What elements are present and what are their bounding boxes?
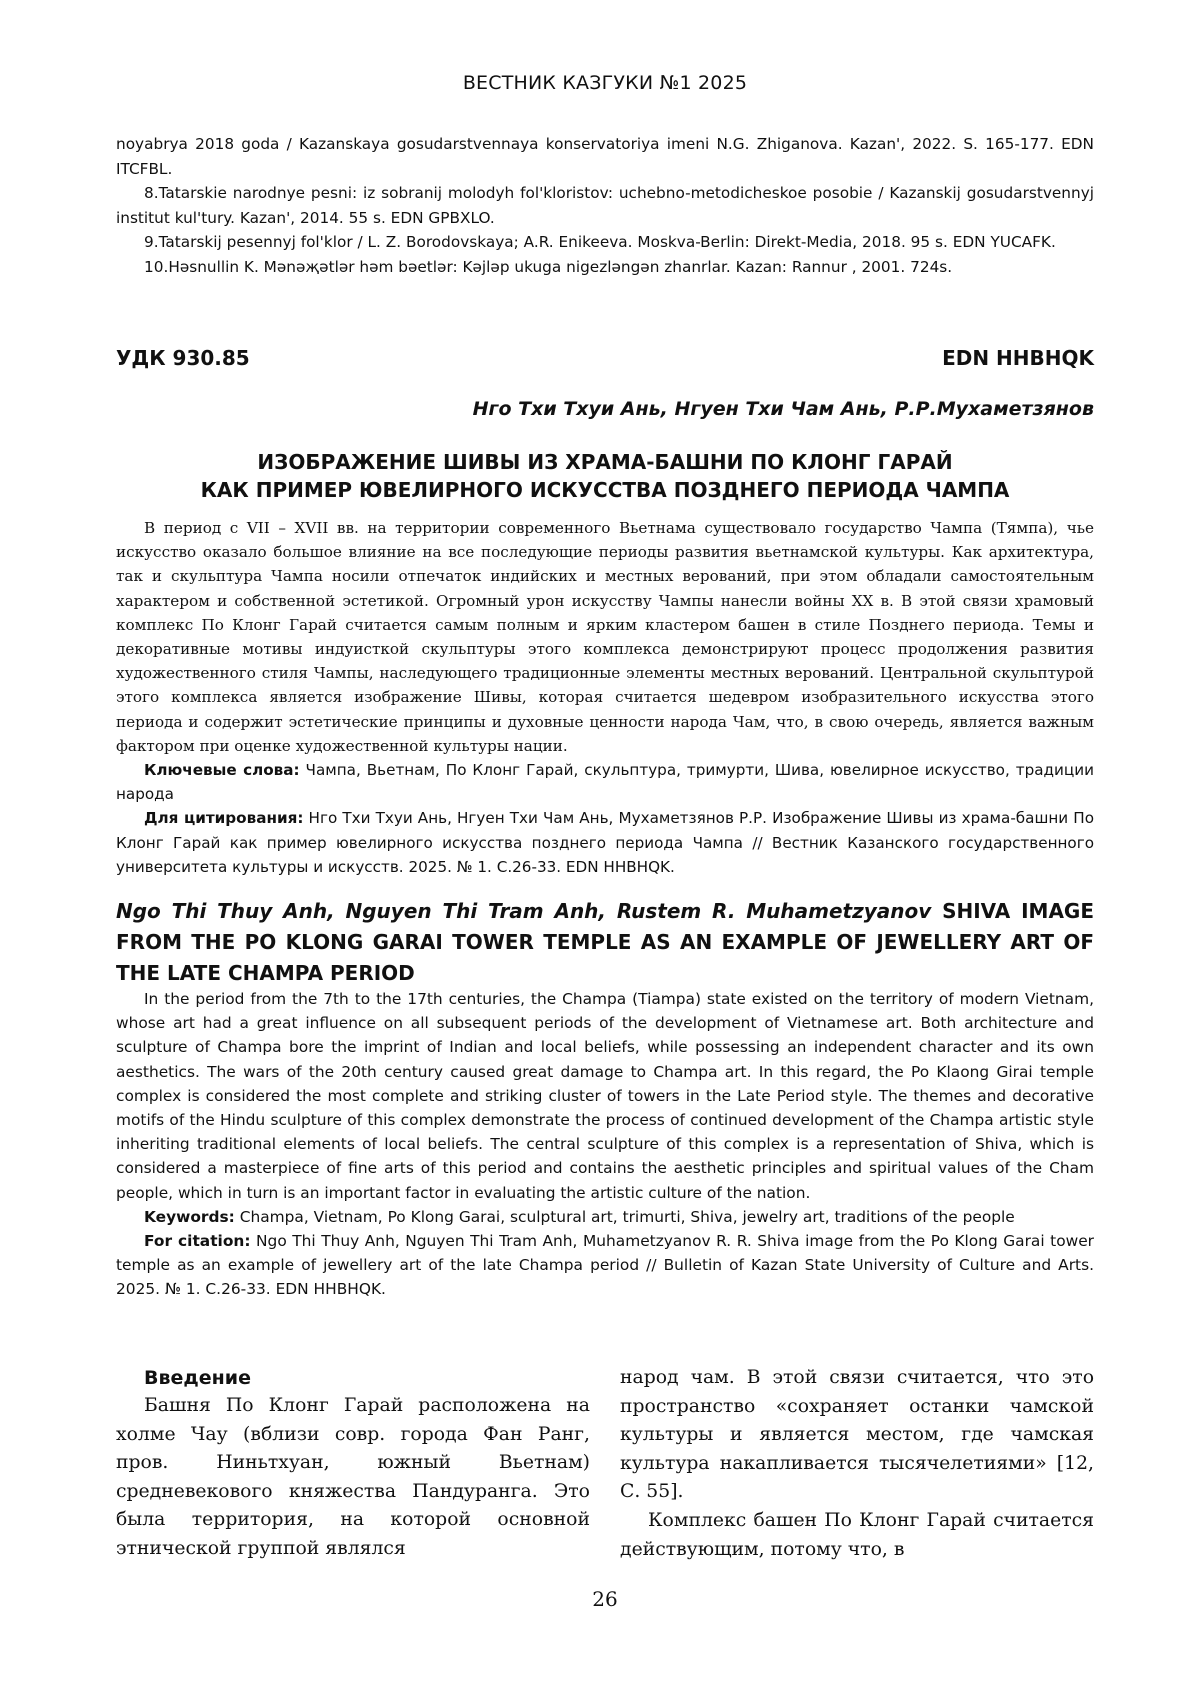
references-continued <box>116 132 1094 279</box>
intro-paragraph-right-2: Комплекс башен По Клонг Гарай считается действующим, потому что, в <box>620 1509 1094 1560</box>
title-ru-line-2: КАК ПРИМЕР ЮВЕЛИРНОГО ИСКУССТВА ПОЗДНЕГО ПЕРИОДА ЧАМПА <box>200 478 1010 502</box>
udk-code: УДК 930.85 <box>116 346 250 370</box>
citation-ru-label: Для цитирования: <box>144 809 304 828</box>
intro-paragraph-right-1: народ чам. В этой связи считается, что это пространство «сохраняет останки чамской культуры и является местом, где чамская культура накапливается тысячелетиями» [12, С. 55]. <box>620 1367 1094 1503</box>
reference-9: 9.Tatarskij pesennyj fol'klor / L. Z. Borodovskaya; A.R. Enikeeva. Moskva-Berlin: Direkt-Media, 2018. 95 s. EDN YUCAFK. <box>144 233 1056 251</box>
reference-10: 10.Həsnullin K. Mənəҗətlər həm bəetlər: Kəjləp ukuga nigezləngən zhanrlar. Kazan: Rannur , 2001. 724s. <box>144 257 953 276</box>
title-english: SHIVA IMAGE FROM THE PO KLONG GARAI TOWER TEMPLE AS AN EXAMPLE OF JEWELLERY ART OF THE LATE CHAMPA PERIOD <box>116 899 1094 985</box>
edn-code: EDN HHBHQK <box>942 346 1094 370</box>
abstract-ru-text: В период с VII – XVII вв. на территории современного Вьетнама существовало государство Чампа (Тямпа), чье искусство оказало большое влияние на все последующие периоды развития вьетнамской культуры. Как архитектура, так и скульптура Чампа носили отпечаток индийских и местных верований, при этом обладали самостоятельным характером и собственной эстетикой. Огромный урон искусству Чампы нанесли войны XX в. В этой связи храмовый комплекс По Клонг Гарай считается самым полным и ярким кластером башен в стиле Позднего периода. Темы и декоративные мотивы индуисткой скульптуры этого комплекса демонстрируют процесс продолжения развития художественного стиля Чампы, наследующего традиционные элементы местных верований. Центральной скульптурой этого комплекса является изображение Шивы, которая считается шедевром изобразительного искусства этого периода и содержит эстетические принципы и духовные ценности народа Чам, что, в свою очередь, является важным фактором при оценке художественной культуры нации. <box>116 519 1094 755</box>
authors-russian: Нго Тхи Тхуи Ань, Нгуен Тхи Чам Ань, Р.Р.Мухаметзянов <box>472 398 1094 420</box>
reference-8: 8.Tatarskie narodnye pesni: iz sobranij molodyh fol'kloristov: uchebno-metodicheskoe posobie / Kazanskij gosudarstvennyj institut kul'tury. Kazan', 2014. 55 s. EDN GPBXLO. <box>116 184 1094 227</box>
authors-english: Ngo Thi Thuy Anh, Nguyen Thi Tram Anh, Rustem R. Muhametzyanov <box>116 899 932 923</box>
page-number: 26 <box>592 1587 618 1611</box>
intro-paragraph-left: Башня По Клонг Гарай расположена на холме Чау (вблизи совр. города Фан Ранг, пров. Ниньтхуан, южный Вьетнам) средневекового княжества Пандуранга. Это была территория, на которой основной этнической группой являлся <box>116 1395 590 1559</box>
reference-7-tail: noyabrya 2018 goda / Kazanskaya gosudarstvennaya konservatoriya imeni N.G. Zhiganova. Kazan', 2022. S. 165-177. EDN ITCFBL. <box>116 135 1094 178</box>
body-column-left <box>116 1364 590 1564</box>
abstract-en-text: In the period from the 7th to the 17th centuries, the Champa (Tiampa) state existed on the territory of modern Vietnam, whose art had a great influence on all subsequent periods of the development of Vietnamese art. Both architecture and sculpture of Champa bore the imprint of Indian and local beliefs, while possessing an independent character and its own aesthetics. The wars of the 20th century caused great damage to Champa art. In this regard, the Po Klaong Girai temple complex is considered the most complete and striking cluster of towers in the Late Period style. The themes and decorative motifs of the Hindu sculpture of this complex demonstrate the process of continued development of the Champa artistic style inheriting traditional elements of local beliefs. The central sculpture of this complex is a representation of Shiva, which is considered a masterpiece of fine arts of this period and contains the aesthetic principles and spiritual values of the Cham people, which in turn is an important factor in evaluating the artistic culture of the nation. <box>116 990 1094 1202</box>
article-title-russian <box>116 448 1094 504</box>
udk-edn-row <box>116 346 1094 370</box>
keywords-en <box>116 1205 1094 1229</box>
keywords-ru-text: Чампа, Вьетнам, По Клонг Гарай, скульптура, тримурти, Шива, ювелирное искусство, традиции народа <box>116 761 1094 804</box>
keywords-ru <box>116 758 1094 806</box>
keywords-en-text: Champa, Vietnam, Po Klong Garai, sculptural art, trimurti, Shiva, jewelry art, traditions of the people <box>234 1207 1015 1226</box>
running-head: ВЕСТНИК КАЗГУКИ №1 2025 <box>462 72 748 94</box>
keywords-ru-label: Ключевые слова: <box>144 761 300 780</box>
title-ru-line-1: ИЗОБРАЖЕНИЕ ШИВЫ ИЗ ХРАМА-БАШНИ ПО КЛОНГ ГАРАЙ <box>257 450 953 474</box>
abstract-russian <box>116 516 1094 879</box>
abstract-english <box>116 987 1094 1302</box>
citation-en <box>116 1229 1094 1302</box>
article-title-english <box>116 896 1094 989</box>
citation-ru <box>116 806 1094 879</box>
citation-en-label: For citation: <box>144 1232 251 1251</box>
intro-heading: Введение <box>144 1367 251 1389</box>
citation-en-text: Ngo Thi Thuy Anh, Nguyen Thi Tram Anh, Muhametzyanov R. R. Shiva image from the Po Klong Garai tower temple as an example of jewellery art of the late Champa period // Bulletin of Kazan State University of Culture and Arts. 2025. № 1. C.26-33. EDN HHBHQK. <box>116 1232 1094 1299</box>
keywords-en-label: Keywords: <box>144 1207 235 1226</box>
body-column-right <box>620 1364 1094 1564</box>
citation-ru-text: Нго Тхи Тхуи Ань, Нгуен Тхи Чам Ань, Мухаметзянов Р.Р. Изображение Шивы из храма-башни По Клонг Гарай как пример ювелирного искусства позднего периода Чампа // Вестник Казанского государственного университета культуры и искусств. 2025. № 1. С.26-33. EDN HHBHQK. <box>116 809 1094 876</box>
